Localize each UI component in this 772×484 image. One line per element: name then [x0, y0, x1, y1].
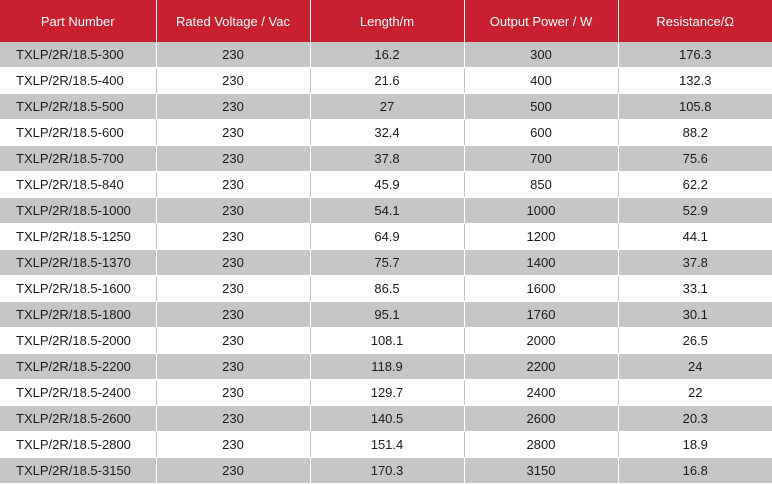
table-row — [0, 42, 772, 68]
part-number-cell: TXLP/2R/18.5-840 — [0, 172, 156, 198]
output-power-cell: 600 — [464, 120, 618, 146]
rated-voltage-cell: 230 — [156, 198, 310, 224]
length-cell: 86.5 — [310, 276, 464, 302]
resistance-cell: 16.8 — [618, 458, 772, 484]
length-cell: 140.5 — [310, 406, 464, 432]
table-row — [0, 406, 772, 432]
table-row — [0, 458, 772, 484]
rated-voltage-cell: 230 — [156, 302, 310, 328]
output-power-cell: 700 — [464, 146, 618, 172]
length-cell: 21.6 — [310, 68, 464, 94]
part-number-cell: TXLP/2R/18.5-2800 — [0, 432, 156, 458]
output-power-cell: 2000 — [464, 328, 618, 354]
table-row — [0, 224, 772, 250]
rated-voltage-cell: 230 — [156, 458, 310, 484]
table-row — [0, 94, 772, 120]
part-number-cell: TXLP/2R/18.5-2000 — [0, 328, 156, 354]
table-row — [0, 198, 772, 224]
part-number-cell: TXLP/2R/18.5-1250 — [0, 224, 156, 250]
length-cell: 16.2 — [310, 42, 464, 68]
resistance-cell: 88.2 — [618, 120, 772, 146]
resistance-cell: 24 — [618, 354, 772, 380]
output-power-cell: 1000 — [464, 198, 618, 224]
length-cell: 45.9 — [310, 172, 464, 198]
output-power-cell: 1400 — [464, 250, 618, 276]
table-row — [0, 380, 772, 406]
output-power-cell: 400 — [464, 68, 618, 94]
part-number-cell: TXLP/2R/18.5-1800 — [0, 302, 156, 328]
table-row — [0, 328, 772, 354]
header-length: Length/m — [310, 0, 464, 42]
output-power-cell: 1600 — [464, 276, 618, 302]
resistance-cell: 26.5 — [618, 328, 772, 354]
output-power-cell: 3150 — [464, 458, 618, 484]
rated-voltage-cell: 230 — [156, 94, 310, 120]
length-cell: 151.4 — [310, 432, 464, 458]
part-number-cell: TXLP/2R/18.5-1000 — [0, 198, 156, 224]
rated-voltage-cell: 230 — [156, 432, 310, 458]
length-cell: 54.1 — [310, 198, 464, 224]
part-number-cell: TXLP/2R/18.5-300 — [0, 42, 156, 68]
resistance-cell: 176.3 — [618, 42, 772, 68]
part-number-cell: TXLP/2R/18.5-2400 — [0, 380, 156, 406]
resistance-cell: 18.9 — [618, 432, 772, 458]
length-cell: 95.1 — [310, 302, 464, 328]
resistance-cell: 105.8 — [618, 94, 772, 120]
output-power-cell: 2600 — [464, 406, 618, 432]
table-row — [0, 120, 772, 146]
rated-voltage-cell: 230 — [156, 380, 310, 406]
rated-voltage-cell: 230 — [156, 406, 310, 432]
length-cell: 64.9 — [310, 224, 464, 250]
resistance-cell: 44.1 — [618, 224, 772, 250]
part-number-cell: TXLP/2R/18.5-700 — [0, 146, 156, 172]
output-power-cell: 2200 — [464, 354, 618, 380]
resistance-cell: 37.8 — [618, 250, 772, 276]
part-number-cell: TXLP/2R/18.5-400 — [0, 68, 156, 94]
output-power-cell: 300 — [464, 42, 618, 68]
resistance-cell: 62.2 — [618, 172, 772, 198]
resistance-cell: 132.3 — [618, 68, 772, 94]
part-number-cell: TXLP/2R/18.5-3150 — [0, 458, 156, 484]
rated-voltage-cell: 230 — [156, 172, 310, 198]
length-cell: 75.7 — [310, 250, 464, 276]
rated-voltage-cell: 230 — [156, 276, 310, 302]
rated-voltage-cell: 230 — [156, 328, 310, 354]
length-cell: 170.3 — [310, 458, 464, 484]
length-cell: 32.4 — [310, 120, 464, 146]
rated-voltage-cell: 230 — [156, 354, 310, 380]
part-number-cell: TXLP/2R/18.5-2200 — [0, 354, 156, 380]
rated-voltage-cell: 230 — [156, 250, 310, 276]
resistance-cell: 30.1 — [618, 302, 772, 328]
resistance-cell: 52.9 — [618, 198, 772, 224]
length-cell: 129.7 — [310, 380, 464, 406]
header-resistance: Resistance/Ω — [618, 0, 772, 42]
rated-voltage-cell: 230 — [156, 224, 310, 250]
rated-voltage-cell: 230 — [156, 42, 310, 68]
length-cell: 27 — [310, 94, 464, 120]
output-power-cell: 1200 — [464, 224, 618, 250]
length-cell: 108.1 — [310, 328, 464, 354]
part-number-cell: TXLP/2R/18.5-1370 — [0, 250, 156, 276]
resistance-cell: 20.3 — [618, 406, 772, 432]
length-cell: 118.9 — [310, 354, 464, 380]
output-power-cell: 500 — [464, 94, 618, 120]
part-number-cell: TXLP/2R/18.5-500 — [0, 94, 156, 120]
output-power-cell: 850 — [464, 172, 618, 198]
rated-voltage-cell: 230 — [156, 146, 310, 172]
table-row — [0, 172, 772, 198]
output-power-cell: 2800 — [464, 432, 618, 458]
table-body — [0, 42, 772, 484]
table-row — [0, 68, 772, 94]
part-number-cell: TXLP/2R/18.5-600 — [0, 120, 156, 146]
output-power-cell: 2400 — [464, 380, 618, 406]
table-row — [0, 302, 772, 328]
table-row — [0, 146, 772, 172]
output-power-cell: 1760 — [464, 302, 618, 328]
rated-voltage-cell: 230 — [156, 120, 310, 146]
table-row — [0, 354, 772, 380]
resistance-cell: 22 — [618, 380, 772, 406]
header-output-power: Output Power / W — [464, 0, 618, 42]
length-cell: 37.8 — [310, 146, 464, 172]
rated-voltage-cell: 230 — [156, 68, 310, 94]
table-header — [0, 0, 772, 42]
header-part-number: Part Number — [0, 0, 156, 42]
part-number-cell: TXLP/2R/18.5-1600 — [0, 276, 156, 302]
table-row — [0, 432, 772, 458]
resistance-cell: 33.1 — [618, 276, 772, 302]
table-row — [0, 250, 772, 276]
header-row — [0, 0, 772, 42]
resistance-cell: 75.6 — [618, 146, 772, 172]
part-number-cell: TXLP/2R/18.5-2600 — [0, 406, 156, 432]
header-rated-voltage: Rated Voltage / Vac — [156, 0, 310, 42]
table-row — [0, 276, 772, 302]
